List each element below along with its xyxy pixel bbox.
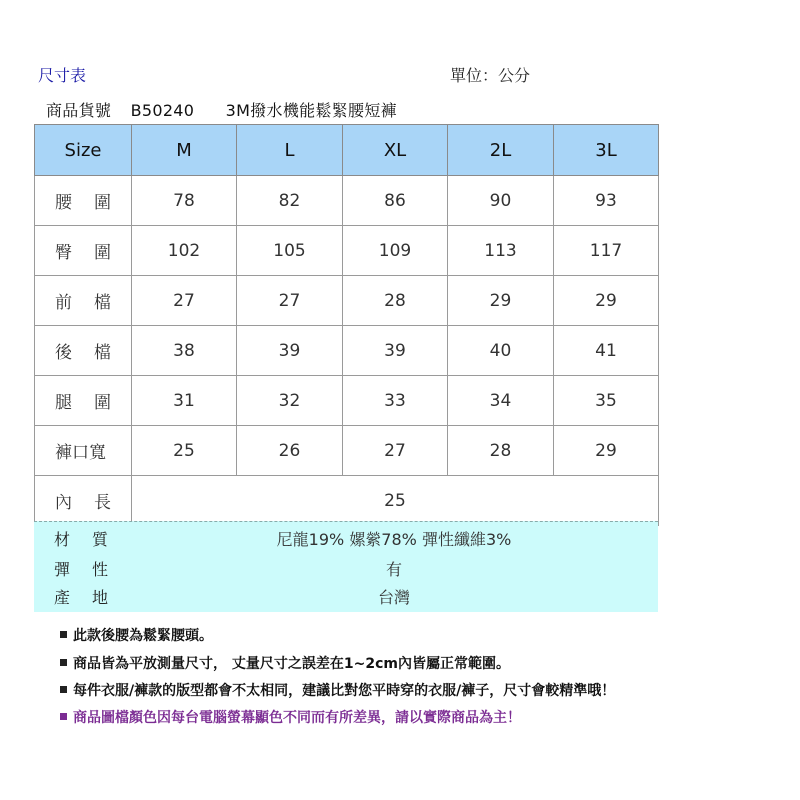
row-label-b: 長 (94, 493, 111, 513)
note-item (60, 625, 213, 645)
table-cell: 29 (448, 276, 554, 326)
row-label (35, 276, 132, 326)
table-cell: 26 (237, 426, 343, 476)
row-label-a: 腰 (55, 193, 72, 213)
table-cell: 113 (448, 226, 554, 276)
table-cell: 93 (554, 176, 659, 226)
table-cell: 78 (132, 176, 237, 226)
bullet-icon (60, 631, 67, 638)
size-corner-cell: Size (35, 125, 132, 176)
bullet-icon (60, 659, 67, 666)
row-label (35, 426, 132, 476)
table-cell: 82 (237, 176, 343, 226)
row-label (35, 176, 132, 226)
note-text: 每件衣服/褲款的版型都會不太相同，建議比對您平時穿的衣服/褲子，尺寸會較精準哦！ (73, 683, 616, 699)
table-row-thigh (35, 376, 659, 426)
bullet-icon (60, 713, 67, 720)
row-label-a: 前 (55, 293, 72, 313)
row-label (35, 226, 132, 276)
table-cell: 31 (132, 376, 237, 426)
material-label (54, 584, 108, 612)
table-row-back-rise (35, 326, 659, 376)
size-header-3l: 3L (554, 125, 659, 176)
row-label (35, 476, 132, 526)
row-label-a: 內 (55, 493, 72, 513)
row-label-b: 圍 (94, 193, 111, 213)
material-label-a: 材 (54, 530, 71, 549)
row-label-a: 後 (55, 343, 72, 363)
product-name: 3M撥水機能鬆緊腰短褲 (225, 101, 397, 120)
note-text: 此款後腰為鬆緊腰頭。 (73, 628, 213, 644)
table-cell: 39 (343, 326, 448, 376)
note-text: 商品皆為平放測量尺寸， 丈量尺寸之誤差在1~2cm內皆屬正常範圍。 (73, 656, 510, 672)
table-cell: 86 (343, 176, 448, 226)
table-cell: 33 (343, 376, 448, 426)
table-cell: 29 (554, 426, 659, 476)
material-row-origin (34, 584, 658, 612)
table-row-inseam (35, 476, 659, 526)
material-label (54, 556, 108, 584)
table-cell: 27 (237, 276, 343, 326)
size-header-xl: XL (343, 125, 448, 176)
row-label-b: 檔 (94, 293, 111, 313)
row-label-b: 檔 (94, 343, 111, 363)
material-value: 有 (385, 560, 402, 579)
table-cell: 29 (554, 276, 659, 326)
table-cell: 27 (343, 426, 448, 476)
inseam-value: 25 (132, 476, 659, 526)
table-row-leg-opening (35, 426, 659, 476)
product-info (46, 98, 411, 121)
size-table (34, 124, 659, 526)
bullet-icon (60, 686, 67, 693)
table-cell: 27 (132, 276, 237, 326)
table-cell: 34 (448, 376, 554, 426)
size-header-l: L (237, 125, 343, 176)
table-cell: 28 (343, 276, 448, 326)
row-label-a: 腿 (55, 393, 72, 413)
product-code: B50240 (130, 101, 195, 120)
product-label: 商品貨號 (46, 101, 112, 120)
size-header-row (35, 125, 659, 176)
table-cell: 25 (132, 426, 237, 476)
table-cell: 102 (132, 226, 237, 276)
table-cell: 41 (554, 326, 659, 376)
material-value: 台灣 (377, 588, 410, 607)
table-cell: 35 (554, 376, 659, 426)
table-cell: 105 (237, 226, 343, 276)
note-item (60, 680, 615, 700)
row-label-a: 臀 (55, 243, 72, 263)
row-label-b: 圍 (94, 393, 111, 413)
note-text: 商品圖檔顏色因每台電腦螢幕顯色不同而有所差異，請以實際商品為主！ (73, 710, 521, 726)
table-row-front-rise (35, 276, 659, 326)
note-item (60, 653, 510, 673)
material-label-b: 質 (92, 530, 109, 549)
material-row-elastic (34, 556, 658, 584)
table-cell: 109 (343, 226, 448, 276)
row-label (35, 326, 132, 376)
size-header-2l: 2L (448, 125, 554, 176)
material-label-a: 產 (54, 588, 71, 607)
material-section (34, 521, 658, 612)
row-label-b: 圍 (94, 243, 111, 263)
table-cell: 40 (448, 326, 554, 376)
size-header-m: M (132, 125, 237, 176)
table-row-hip (35, 226, 659, 276)
material-label-b: 性 (92, 560, 109, 579)
size-chart-title: 尺寸表 (38, 66, 87, 85)
unit-label: 單位：公分 (450, 66, 531, 85)
material-label-a: 彈 (54, 560, 71, 579)
table-cell: 117 (554, 226, 659, 276)
material-label (54, 526, 108, 554)
table-cell: 38 (132, 326, 237, 376)
row-label (35, 376, 132, 426)
table-row-waist (35, 176, 659, 226)
table-cell: 39 (237, 326, 343, 376)
note-item-warning (60, 707, 521, 727)
material-value: 尼龍19% 嫘縈78% 彈性纖維3% (276, 530, 512, 549)
table-cell: 28 (448, 426, 554, 476)
material-label-b: 地 (92, 588, 109, 607)
row-label-a: 褲口寬 (55, 443, 106, 463)
material-row-fabric (34, 526, 658, 554)
table-cell: 90 (448, 176, 554, 226)
table-cell: 32 (237, 376, 343, 426)
